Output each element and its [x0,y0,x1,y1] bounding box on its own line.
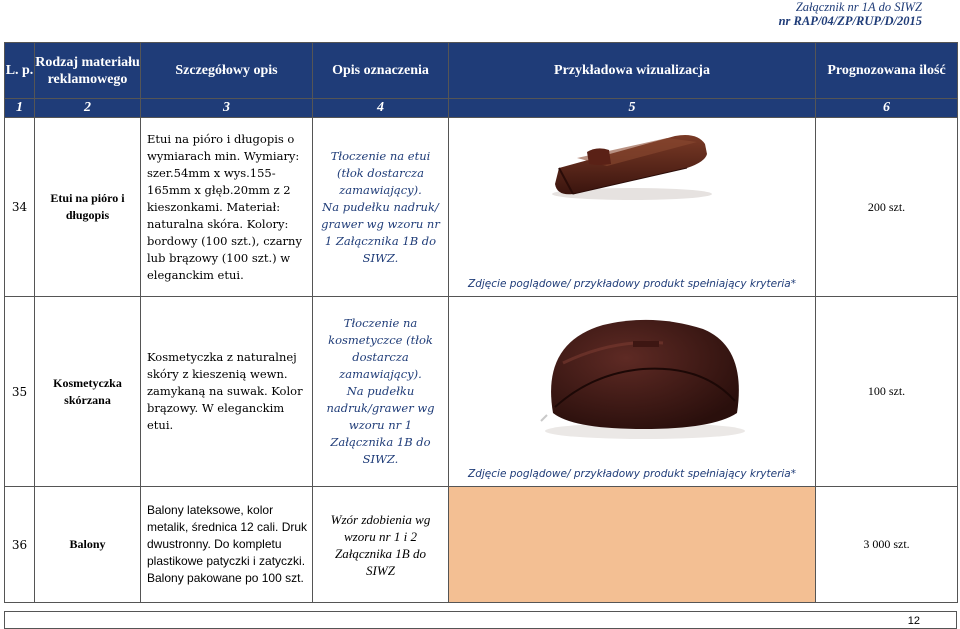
column-number-row [5,99,958,118]
attachment-label: Załącznik nr 1A do SIWZ [795,0,922,14]
header-lp: L. p. [5,43,35,99]
column-number: 6 [816,99,958,118]
row-lp: 36 [5,487,35,603]
row-marking: Wzór zdobienia wg wzoru nr 1 i 2 Załącznika 1B do SIWZ [313,487,449,603]
header-visualization: Przykładowa wizualizacja [449,43,816,99]
header-description: Szczegółowy opis [141,43,313,99]
row-quantity: 100 szt. [816,297,958,487]
row-quantity: 200 szt. [816,118,958,297]
column-number: 1 [5,99,35,118]
header-row [5,43,958,99]
row-visualization-empty [449,487,816,603]
visualization-caption: Zdjęcie poglądowe/ przykładowy produkt spełniający kryteria* [468,468,796,480]
row-marking [313,118,449,297]
row-description: Balony lateksowe, kolor metalik, średnica 12 cali. Druk dwustronny. Do kompletu plastikowe patyczki i zatyczki. Balony pakowane po 100 szt. [141,487,313,603]
row-material-name: Balony [35,487,141,603]
header-quantity: Prognozowana ilość [816,43,958,99]
row-visualization [449,118,816,297]
marking-box-print: Na pudełku nadruk/grawer wg wzoru nr 1 Załącznika 1B do SIWZ. [326,384,435,466]
column-number: 4 [313,99,449,118]
row-material-name: Etui na pióro i długopis [35,118,141,297]
row-material-name: Kosmetyczka skórzana [35,297,141,487]
row-marking [313,297,449,487]
column-number: 2 [35,99,141,118]
row-lp: 35 [5,297,35,487]
row-description: Kosmetyczka z naturalnej skóry z kieszenią wewn. zamykaną na suwak. Kolor brązowy. W eleganckim etui. [141,297,313,487]
header-material: Rodzaj materiału reklamowego [35,43,141,99]
cosmetic-bag-photo [533,303,753,443]
marking-box-print: Na pudełku nadruk/ grawer wg wzoru nr 1 Załącznika 1B do SIWZ. [321,199,440,265]
column-number: 5 [449,99,816,118]
table-row [5,118,958,297]
row-description: Etui na pióro i długopis o wymiarach min. Wymiary: szer.54mm x wys.155-165mm x głęb.20mm z 2 kieszonkami. Materiał: naturalna skóra. Kolory: bordowy (100 szt.), czarny lub brązowy (100 szt.) w eleganckim etui. [141,118,313,297]
reference-number: nr RAP/04/ZP/RUP/D/2015 [778,14,922,28]
table-row [5,487,958,603]
document-reference [779,0,922,28]
header-marking: Opis oznaczenia [313,43,449,99]
column-number: 3 [141,99,313,118]
row-quantity: 3 000 szt. [816,487,958,603]
row-visualization [449,297,816,487]
table-row [5,297,958,487]
page-number: 12 [907,615,920,627]
pen-case-photo [547,128,717,208]
visualization-caption: Zdjęcie poglądowe/ przykładowy produkt spełniający kryteria* [468,278,796,290]
marking-embossing: Tłoczenie na kosmetyczce (tłok dostarcza zamawiający). [328,316,433,381]
marking-embossing: Tłoczenie na etui (tłok dostarcza zamawiający). [330,148,431,197]
row-lp: 34 [5,118,35,297]
page-footer [4,611,957,629]
specification-table [4,42,958,603]
